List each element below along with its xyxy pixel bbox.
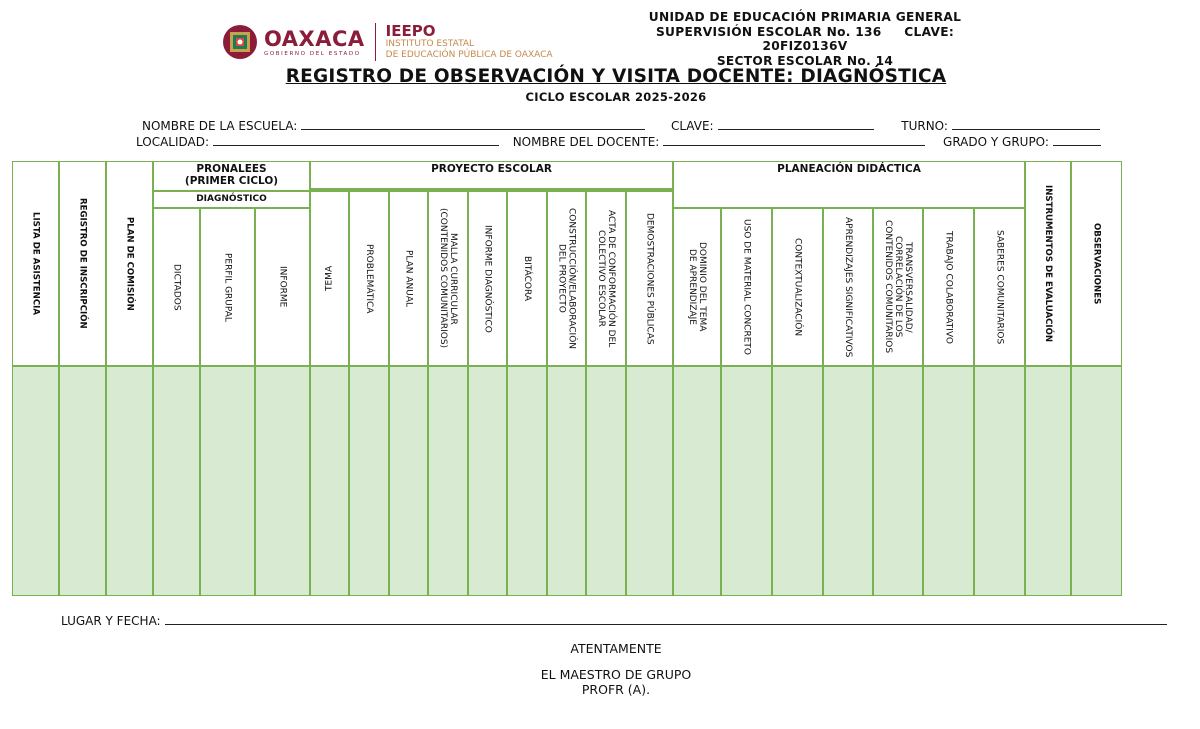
column-label-dominio: DOMINIO DEL TEMA DE APRENDIZAJE: [687, 242, 707, 332]
unit-line: UNIDAD DE EDUCACIÓN PRIMARIA GENERAL: [648, 10, 962, 24]
column-label-transversalidad: TRANSVERSALIDAD/ CORRELACIÓN DE LOS CONTENIDOS COMUNITARIOS: [883, 220, 913, 354]
entry-cell-acta[interactable]: [586, 366, 626, 596]
entry-cell-registro[interactable]: [59, 366, 106, 596]
signer-line-2: PROFR (A).: [581, 682, 651, 697]
entry-cell-perfil-grupal[interactable]: [200, 366, 255, 596]
column-label-contextualizacion: CONTEXTUALIZACIÓN: [792, 237, 803, 337]
column-label-uso-material: USO DE MATERIAL CONCRETO: [741, 219, 752, 355]
entry-cell-aprendizajes[interactable]: [823, 366, 873, 596]
entry-cell-demostraciones[interactable]: [626, 366, 673, 596]
unit-line: SUPERVISIÓN ESCOLAR No. 136 CLAVE:: [655, 24, 955, 39]
shift-label: TURNO:: [901, 119, 948, 133]
entry-cell-instrumentos[interactable]: [1025, 366, 1071, 596]
government-subtitle: GOBIERNO DEL ESTADO: [264, 50, 361, 57]
column-label-plan-comision: PLAN DE COMISIÓN: [124, 216, 135, 311]
column-label-dictados: DICTADOS: [171, 263, 182, 311]
institute-line-2: DE EDUCACIÓN PÚBLICA DE OAXACA: [385, 50, 553, 60]
column-label-perfil-grupal: PERFIL GRUPAL: [222, 252, 233, 322]
entry-cell-plan-comision[interactable]: [106, 366, 153, 596]
column-label-construccion: CONSTRUCCIÓN/ELABORACIÓN DEL PROYECTO: [556, 207, 577, 350]
proyecto-group-underline: [310, 188, 673, 190]
school-cycle: CICLO ESCOLAR 2025-2026: [525, 90, 707, 104]
diagnostico-group-label: DIAGNÓSTICO: [196, 194, 267, 204]
regards-text: ATENTAMENTE: [570, 641, 662, 656]
entry-cell-dominio[interactable]: [673, 366, 721, 596]
column-label-lista: LISTA DE ASISTENCIA: [30, 211, 41, 315]
column-label-plan-anual: PLAN ANUAL: [403, 249, 414, 308]
entry-cell-uso-material[interactable]: [721, 366, 772, 596]
column-label-saberes: SABERES COMUNITARIOS: [994, 229, 1005, 345]
signer-line-1: EL MAESTRO DE GRUPO: [540, 667, 692, 682]
unit-line: 20FIZ0136V: [762, 39, 848, 53]
proyecto-group-label: PROYECTO ESCOLAR: [431, 163, 552, 175]
teacher-name-label: NOMBRE DEL DOCENTE:: [512, 135, 660, 149]
government-name: OAXACA: [264, 26, 365, 51]
pronalees-group-label: PRONALEES (PRIMER CICLO): [184, 163, 279, 187]
unit-line: SECTOR ESCOLAR No. 14: [716, 53, 894, 68]
column-label-demostraciones: DEMOSTRACIONES PÚBLICAS: [644, 212, 655, 345]
planeacion-group-label: PLANEACIÓN DIDÁCTICA: [777, 163, 921, 175]
place-date-row: [61, 613, 1167, 628]
key-label: CLAVE:: [670, 119, 714, 133]
entry-cell-informe-diagnostico[interactable]: [468, 366, 507, 596]
place-date-blank[interactable]: [165, 613, 1167, 625]
column-label-malla-curricular: MALLA CURRICULAR (CONTENIDOS COMUNITARIOS): [438, 208, 458, 349]
column-label-registro: REGISTRO DE INSCRIPCIÓN: [77, 198, 88, 329]
entry-cell-trabajo[interactable]: [923, 366, 974, 596]
institute-line-1: INSTITUTO ESTATAL: [385, 39, 475, 49]
column-label-problematica: PROBLEMÁTICA: [364, 243, 374, 314]
entry-cell-construccion[interactable]: [547, 366, 586, 596]
school-name-label: NOMBRE DE LA ESCUELA:: [142, 119, 298, 133]
column-label-observaciones: OBSERVACIONES: [1091, 222, 1102, 305]
entry-cell-informe[interactable]: [255, 366, 310, 596]
entry-cell-transversalidad[interactable]: [873, 366, 923, 596]
locality-label: LOCALIDAD:: [136, 135, 210, 149]
column-label-tema: TEMA: [324, 265, 335, 292]
column-label-aprendizajes: APRENDIZAJES SIGNIFICATIVOS: [843, 216, 853, 358]
column-label-informe: INFORME: [277, 266, 288, 308]
entry-cell-malla-curricular[interactable]: [428, 366, 468, 596]
entry-cell-observaciones[interactable]: [1071, 366, 1122, 596]
entry-cell-dictados[interactable]: [153, 366, 200, 596]
column-label-instrumentos: INSTRUMENTOS DE EVALUACIÓN: [1043, 184, 1053, 343]
page-title: REGISTRO DE OBSERVACIÓN Y VISITA DOCENTE: DIAGNÓSTICA: [285, 66, 947, 87]
institute-short-name: IEEPO: [385, 22, 436, 40]
entry-cell-bitacora[interactable]: [507, 366, 547, 596]
entry-cell-contextualizacion[interactable]: [772, 366, 823, 596]
column-label-informe-diagnostico: INFORME DIAGNÓSTICO: [482, 224, 493, 333]
place-date-label: LUGAR Y FECHA:: [61, 614, 161, 628]
entry-cell-saberes[interactable]: [974, 366, 1025, 596]
entry-cell-problematica[interactable]: [349, 366, 389, 596]
entry-cell-tema[interactable]: [310, 366, 349, 596]
column-label-acta: ACTA DE CONFORMACIÓN DEL COLECTIVO ESCOLAR: [596, 209, 616, 348]
column-label-trabajo: TRABAJO COLABORATIVO: [943, 230, 954, 344]
column-label-bitacora: BITÁCORA: [522, 255, 532, 302]
grade-group-label: GRADO Y GRUPO:: [943, 135, 1049, 149]
entry-cell-plan-anual[interactable]: [389, 366, 428, 596]
entry-cell-lista[interactable]: [12, 366, 59, 596]
